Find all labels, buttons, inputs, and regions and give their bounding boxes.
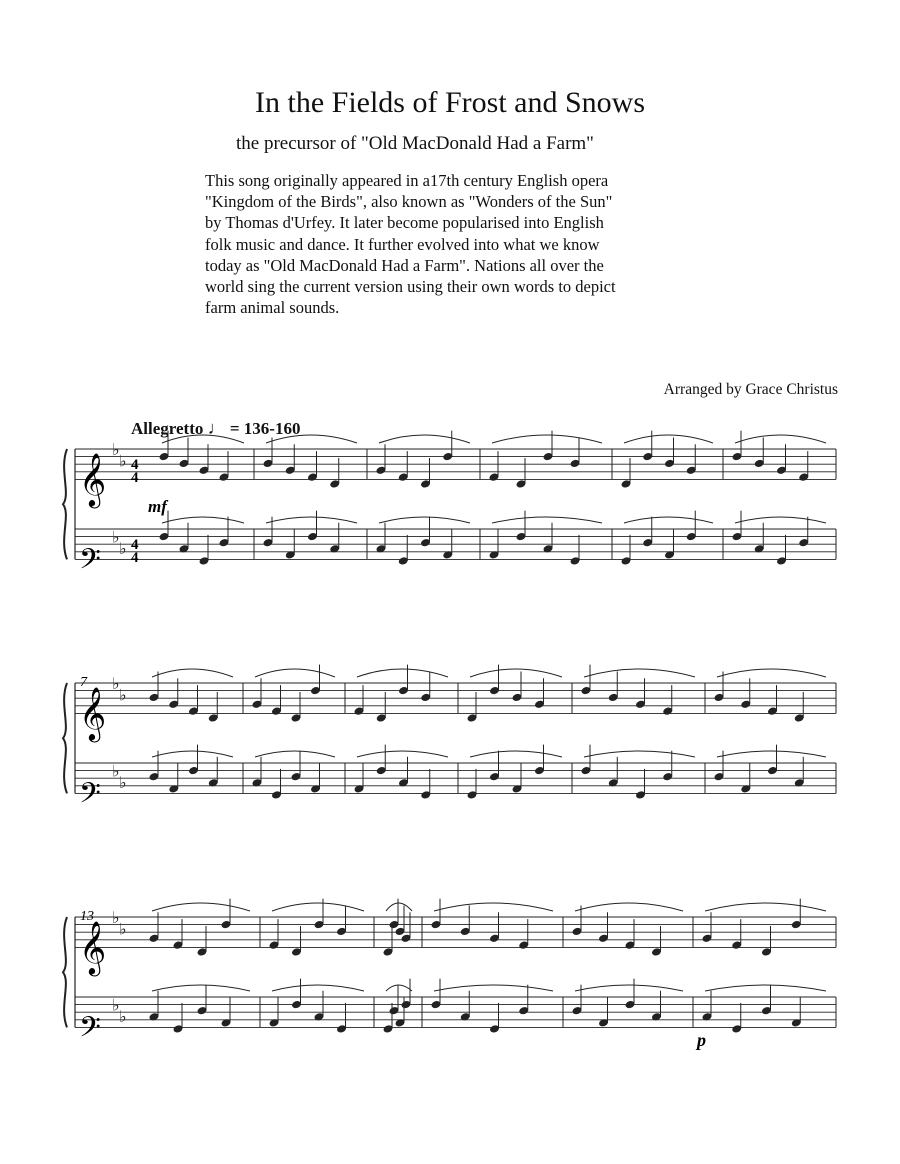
time-sig-bottom: 4 (131, 470, 139, 486)
measure-number-13: 13 (80, 909, 94, 924)
tempo-bpm: = 136-160 (229, 419, 301, 438)
description-line: farm animal sounds. (205, 298, 340, 318)
slur (152, 669, 233, 677)
slur (434, 903, 553, 911)
time-sig-bottom: 4 (131, 550, 139, 566)
flat-icon: ♭ (112, 761, 120, 781)
slur (584, 669, 695, 677)
description-line: by Thomas d'Urfey. It later become popularised into English (205, 213, 604, 233)
slur (162, 517, 244, 523)
flat-icon: ♭ (112, 674, 120, 693)
flat-icon: ♭ (112, 527, 120, 547)
flat-icon: ♭ (112, 908, 120, 927)
description-line: folk music and dance. It further evolved into what we know (205, 234, 600, 254)
treble-clef-icon: 𝄞 (79, 920, 107, 974)
slur (575, 903, 683, 911)
time-sig-top: 4 (131, 537, 139, 553)
description-line: This song originally appeared in a17th century English opera (205, 171, 609, 190)
slur (492, 517, 602, 523)
slur (152, 985, 250, 991)
slur (266, 517, 357, 523)
slur (379, 517, 470, 523)
slur (255, 669, 335, 677)
slur (386, 903, 412, 911)
slur (152, 903, 250, 911)
description-line: "Kingdom of the Birds", also known as "Wonders of the Sun" (205, 192, 613, 212)
brace (63, 683, 67, 793)
flat-icon: ♭ (112, 995, 120, 1015)
slur (152, 751, 233, 757)
piece-subtitle: the precursor of "Old MacDonald Had a Farm" (236, 133, 594, 154)
bass-clef-icon: 𝄢 (79, 543, 101, 583)
dynamic-p: p (697, 1030, 706, 1050)
flat-icon: ♭ (119, 685, 127, 705)
slur (434, 985, 553, 991)
slur (470, 751, 562, 757)
arranger-credit: Arranged by Grace Christus (663, 381, 838, 398)
slur (705, 903, 826, 911)
slur (735, 435, 826, 443)
slur (266, 435, 357, 443)
time-sig-top: 4 (131, 457, 139, 473)
slur (705, 985, 826, 991)
slur (272, 985, 364, 991)
slur (575, 985, 683, 991)
flat-icon: ♭ (112, 440, 120, 459)
slur (735, 517, 826, 523)
slur (717, 751, 826, 757)
treble-clef-icon: 𝄞 (79, 686, 107, 740)
slur (162, 435, 244, 443)
dynamic-mf: mf (148, 497, 167, 516)
description-line: world sing the current version using their own words to depict (205, 277, 616, 297)
slur (357, 751, 448, 757)
slur (255, 751, 335, 757)
treble-clef-icon: 𝄞 (79, 452, 107, 506)
brace (63, 449, 67, 559)
quarter-note-icon: ♩ (207, 418, 226, 438)
slur (470, 669, 562, 677)
bass-clef-icon: 𝄢 (79, 1011, 101, 1051)
piece-title: In the Fields of Frost and Snows (255, 86, 645, 119)
flat-icon: ♭ (119, 773, 127, 792)
description-line: today as "Old MacDonald Had a Farm". Nations all over the (205, 255, 604, 275)
flat-icon: ♭ (119, 1007, 127, 1026)
slur (379, 435, 470, 443)
slur (717, 669, 826, 677)
flat-icon: ♭ (119, 451, 127, 471)
slur (584, 751, 695, 757)
bass-clef-icon: 𝄢 (79, 777, 101, 817)
measure-number-7: 7 (80, 675, 87, 690)
slur (624, 517, 713, 523)
slur (386, 985, 412, 991)
slur (492, 435, 602, 443)
slur (624, 435, 713, 443)
tempo-word: Allegretto (131, 419, 204, 438)
slur (357, 669, 448, 677)
flat-icon: ♭ (119, 919, 127, 939)
slur (272, 903, 364, 911)
brace (63, 917, 67, 1027)
flat-icon: ♭ (119, 539, 127, 558)
